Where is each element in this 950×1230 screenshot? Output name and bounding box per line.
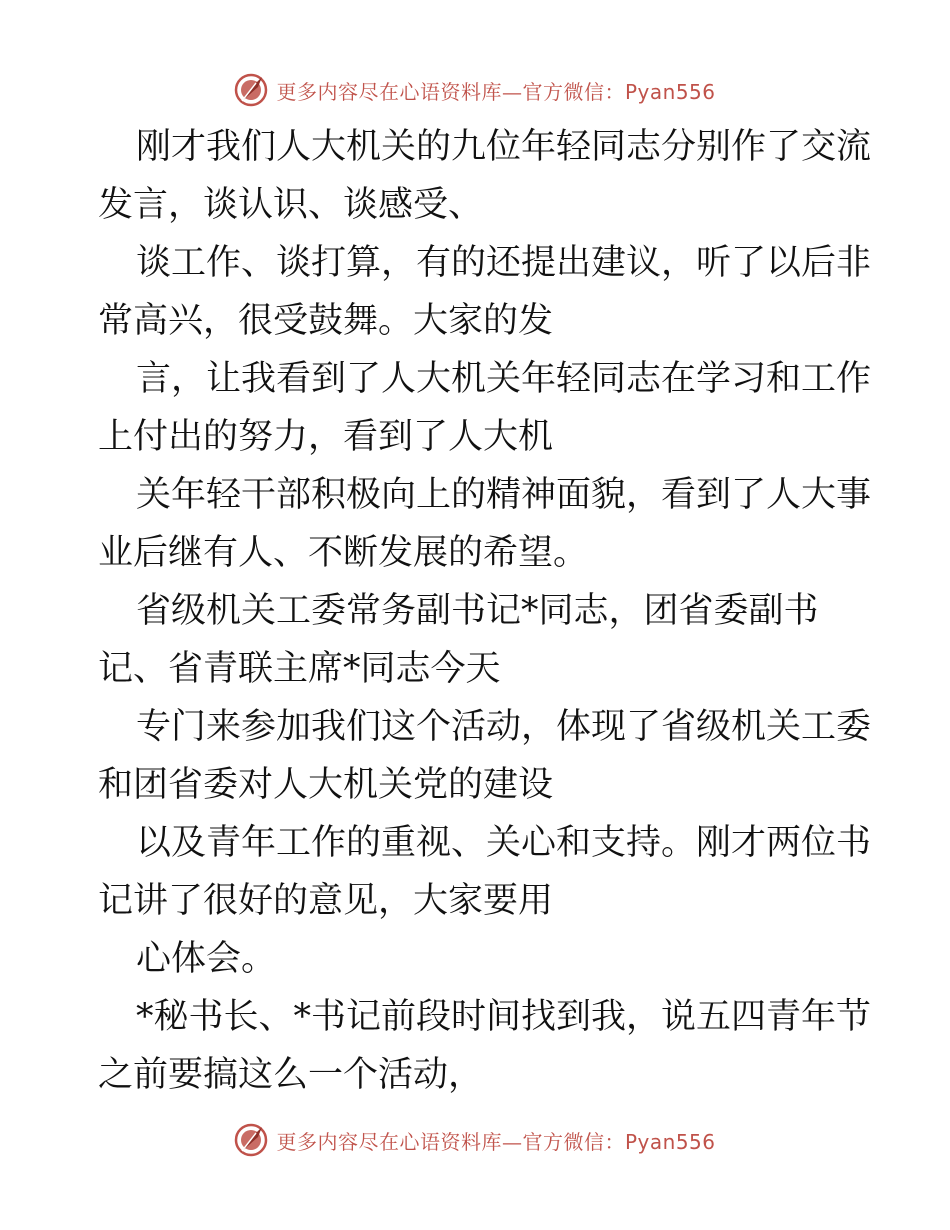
footer-watermark <box>0 1118 950 1162</box>
text-line-7: 关年轻干部积极向上的精神面貌，看到了人大事 <box>136 475 872 515</box>
watermark-main-text: 更多内容尽在心语资料库 <box>276 79 502 104</box>
text-line-9: 省级机关工委常务副书记*同志，团省委副书 <box>136 591 819 631</box>
text-line-11: 专门来参加我们这个活动，体现了省级机关工委 <box>136 707 872 747</box>
text-line-13: 以及青年工作的重视、关心和支持。刚才两位书 <box>136 823 872 863</box>
watermark-wechat-id: Pyan556 <box>624 79 716 104</box>
watermark-dash: — <box>501 79 523 104</box>
text-line-17: 之前要搞这么一个活动， <box>98 1055 484 1095</box>
text-line-2: 发言，谈认识、谈感受、 <box>98 185 484 225</box>
text-line-12: 和团省委对人大机关党的建设 <box>98 765 554 805</box>
text-line-4: 常高兴，很受鼓舞。大家的发 <box>98 301 554 341</box>
text-line-10: 记、省青联主席*同志今天 <box>98 649 501 689</box>
watermark-main-text: 更多内容尽在心语资料库 <box>276 1129 502 1154</box>
text-line-5: 言，让我看到了人大机关年轻同志在学习和工作 <box>136 359 872 399</box>
header-watermark <box>0 68 950 112</box>
text-line-1: 刚才我们人大机关的九位年轻同志分别作了交流 <box>136 127 872 167</box>
text-line-15: 心体会。 <box>136 939 277 979</box>
text-line-8: 业后继有人、不断发展的希望。 <box>98 533 589 573</box>
text-line-6: 上付出的努力，看到了人大机 <box>98 417 554 457</box>
feather-pen-logo-icon <box>234 73 268 107</box>
text-line-16: *秘书长、*书记前段时间找到我，说五四青年节 <box>136 997 872 1037</box>
watermark-dash: — <box>501 1129 523 1154</box>
text-line-3: 谈工作、谈打算，有的还提出建议，听了以后非 <box>136 243 872 283</box>
text-line-14: 记讲了很好的意见，大家要用 <box>98 881 554 921</box>
watermark-label: 官方微信： <box>522 79 625 104</box>
feather-pen-logo-icon <box>234 1123 268 1157</box>
document-body <box>98 118 872 1104</box>
watermark-wechat-id: Pyan556 <box>624 1129 716 1154</box>
watermark-label: 官方微信： <box>522 1129 625 1154</box>
